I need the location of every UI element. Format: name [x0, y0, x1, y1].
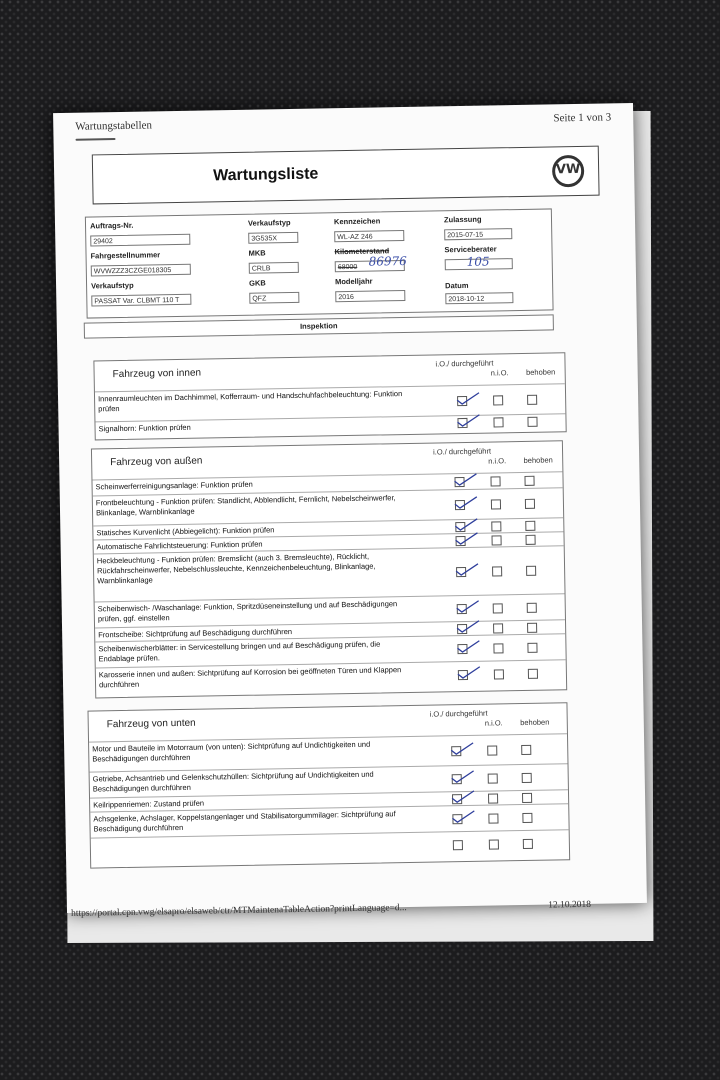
- checkbox-behoben[interactable]: [526, 566, 536, 576]
- col-header-io: i.O./ durchgeführt: [432, 446, 492, 457]
- checkbox-nio[interactable]: [491, 521, 501, 531]
- modelljahr-value: 2016: [335, 290, 405, 302]
- km-label: Kilometerstand: [334, 246, 390, 257]
- handwritten-check-icon: [454, 563, 480, 577]
- checkbox-behoben[interactable]: [524, 476, 534, 486]
- header-left: Wartungstabellen: [75, 119, 153, 133]
- verkaufstyp2-value: PASSAT Var. CLBMT 110 T: [91, 294, 191, 307]
- col-header-behoben: behoben: [520, 717, 550, 728]
- section-1: [93, 352, 566, 440]
- section-title: Fahrzeug von außen: [110, 455, 203, 469]
- print-url: https://portal.cpn.vwg/elsapro/elsaweb/ctr/MTMaintenaTableAction?printLanguage=d...: [70, 903, 407, 919]
- checkbox-behoben[interactable]: [528, 669, 538, 679]
- checkbox-nio[interactable]: [488, 773, 498, 783]
- handwritten-check-icon: [449, 742, 475, 756]
- checkbox-behoben[interactable]: [523, 839, 533, 849]
- verkaufstyp-label: Verkaufstyp: [247, 217, 291, 228]
- kennzeichen-value: WL-AZ 246: [334, 230, 404, 242]
- checkbox-behoben[interactable]: [527, 417, 537, 427]
- checkbox-behoben[interactable]: [527, 395, 537, 405]
- checkbox-io[interactable]: [453, 840, 463, 850]
- checkbox-behoben[interactable]: [522, 773, 532, 783]
- col-header-behoben: behoben: [523, 455, 553, 465]
- handwritten-check-icon: [453, 532, 479, 546]
- row-text: Karosserie innen und außen: Sichtprüfung auf Korrosion bei geöffneten Türen und Klappen durchführen: [98, 665, 402, 690]
- vw-logo-icon: [552, 155, 585, 188]
- checkbox-nio[interactable]: [489, 839, 499, 849]
- handwritten-check-icon: [455, 640, 481, 654]
- checkbox-nio[interactable]: [492, 566, 502, 576]
- checkbox-behoben[interactable]: [525, 521, 535, 531]
- checkbox-nio[interactable]: [491, 499, 501, 509]
- section-2: [91, 440, 567, 698]
- checkbox-behoben[interactable]: [525, 535, 535, 545]
- datum-label: Datum: [445, 280, 469, 291]
- zulassung-value: 2015-07-15: [444, 228, 512, 240]
- mkb-value: CRLB: [249, 262, 299, 274]
- row-text: Automatische Fahrlichtsteuerung: Funktion prüfen: [96, 539, 263, 552]
- row-text: Statisches Kurvenlicht (Abbiegelicht): Funktion prüfen: [96, 525, 275, 538]
- row-text: [94, 835, 412, 841]
- row-text: Motor und Bauteile im Motorraum (von unten): Sichtprüfung auf Undichtigkeiten und Beschädigungen durchführen: [92, 739, 371, 764]
- checkbox-nio[interactable]: [487, 745, 497, 755]
- checkbox-behoben[interactable]: [521, 745, 531, 755]
- auftrag-label: Auftrags-Nr.: [89, 220, 134, 231]
- datum-value: 2018-10-12: [445, 292, 513, 304]
- handwritten-check-icon: [456, 666, 482, 680]
- inspektion-bar: Inspektion: [84, 314, 554, 338]
- km-handwritten: 86976: [368, 253, 408, 269]
- handwritten-check-icon: [450, 810, 476, 824]
- checkbox-nio[interactable]: [494, 669, 504, 679]
- checkbox-behoben[interactable]: [525, 499, 535, 509]
- checkbox-nio[interactable]: [493, 395, 503, 405]
- row-text: Scheinwerferreinigungsanlage: Funktion prüfen: [95, 479, 253, 492]
- col-header-behoben: behoben: [525, 367, 556, 377]
- handwritten-check-icon: [455, 620, 481, 634]
- checkbox-behoben[interactable]: [527, 623, 537, 633]
- kennzeichen-label: Kennzeichen: [333, 216, 381, 227]
- handwritten-check-icon: [455, 414, 481, 428]
- vehicle-info: [85, 208, 554, 318]
- page-header: [75, 111, 611, 132]
- zulassung-label: Zulassung: [443, 214, 482, 225]
- section-title: Fahrzeug von unten: [106, 717, 196, 731]
- section-title: Fahrzeug von innen: [112, 367, 202, 381]
- section-3: [87, 702, 570, 868]
- col-header-io: i.O./ durchgeführt: [435, 358, 494, 369]
- row-text: Innenraumleuchten im Dachhimmel, Kofferraum- und Handschuhfachbeleuchtung: Funktion prüfen: [97, 389, 403, 414]
- row-text: Frontbeleuchtung - Funktion prüfen: Standlicht, Abblendlicht, Fernlicht, Nebelscheinwerfer, Blinkanlage, Warnblinkanlage: [95, 493, 396, 518]
- col-header-nio: n.i.O.: [488, 456, 507, 466]
- pen-scribble: [76, 138, 116, 141]
- page-title: Wartungsliste: [213, 165, 319, 185]
- col-header-nio: n.i.O.: [490, 368, 509, 378]
- handwritten-check-icon: [455, 392, 481, 406]
- handwritten-check-icon: [455, 600, 481, 614]
- col-header-nio: n.i.O.: [484, 718, 503, 728]
- page-number: Seite 1 von 3: [553, 111, 612, 125]
- handwritten-check-icon: [450, 790, 476, 804]
- handwritten-check-icon: [452, 473, 478, 487]
- checkbox-behoben[interactable]: [527, 603, 537, 613]
- handwritten-check-icon: [450, 770, 476, 784]
- auftrag-value: 29402: [90, 234, 190, 247]
- logo-text: VW: [555, 161, 581, 178]
- fgst-label: Fahrgestellnummer: [90, 250, 161, 261]
- verkaufstyp-value: 3G535X: [248, 232, 298, 244]
- checkbox-nio[interactable]: [493, 643, 503, 653]
- checkbox-behoben[interactable]: [522, 793, 532, 803]
- gkb-label: GKB: [248, 278, 266, 288]
- maintenance-sheet: [53, 103, 647, 919]
- checkbox-nio[interactable]: [490, 476, 500, 486]
- col-header-io: i.O./ durchgeführt: [429, 708, 488, 719]
- checkbox-nio[interactable]: [488, 793, 498, 803]
- handwritten-check-icon: [453, 518, 479, 532]
- checkbox-nio[interactable]: [488, 813, 498, 823]
- row-text: Getriebe, Achsantrieb und Gelenkschutzhüllen: Sichtprüfung auf Undichtigkeiten und Beschädigungen durchführen: [92, 769, 374, 794]
- checkbox-behoben[interactable]: [522, 813, 532, 823]
- checkbox-nio[interactable]: [493, 623, 503, 633]
- row-text: Scheibenwisch- /Waschanlage: Funktion, Spritzdüseneinstellung und auf Beschädigungen prüfen, ggf. einstellen: [97, 599, 398, 624]
- row-text: Frontscheibe: Sichtprüfung auf Beschädigung durchführen: [98, 627, 293, 640]
- title-box: [92, 146, 600, 205]
- serviceberater-label: Serviceberater: [444, 244, 497, 255]
- fgst-value: WVWZZZ3CZGE018305: [91, 264, 191, 277]
- row-text: Achsgelenke, Achslager, Koppelstangenlager und Stabilisatorgummilager: Sichtprüfung auf Beschädigung durchführen: [93, 809, 396, 834]
- verkaufstyp2-label: Verkaufstyp: [91, 280, 134, 291]
- km-value: 68000: [335, 260, 405, 272]
- checkbox-nio[interactable]: [493, 603, 503, 613]
- mkb-label: MKB: [248, 248, 266, 258]
- checkbox-nio[interactable]: [492, 535, 502, 545]
- row-text: Scheibenwischerblätter: in Servicestellung bringen und auf Beschädigung prüfen, die Endablage prüfen.: [98, 639, 381, 664]
- modelljahr-label: Modelljahr: [334, 276, 373, 287]
- row-text: Signalhorn: Funktion prüfen: [98, 422, 191, 434]
- serviceberater-handwritten: 105: [466, 254, 490, 269]
- checkbox-behoben[interactable]: [527, 643, 537, 653]
- row-text: Keilrippenriemen: Zustand prüfen: [93, 798, 205, 810]
- row-text: Heckbeleuchtung - Funktion prüfen: Bremslicht (auch 3. Bremsleuchte), Rücklicht, Rückfahrscheinwerfer, Nebelschlussleuchte, Kennzeichenbeleuchtung, Blinkanlage, Warnblinkanlage: [96, 551, 376, 586]
- checkbox-nio[interactable]: [493, 417, 503, 427]
- gkb-value: QFZ: [249, 292, 299, 304]
- print-date: 12.10.2018: [548, 899, 592, 911]
- handwritten-check-icon: [453, 496, 479, 510]
